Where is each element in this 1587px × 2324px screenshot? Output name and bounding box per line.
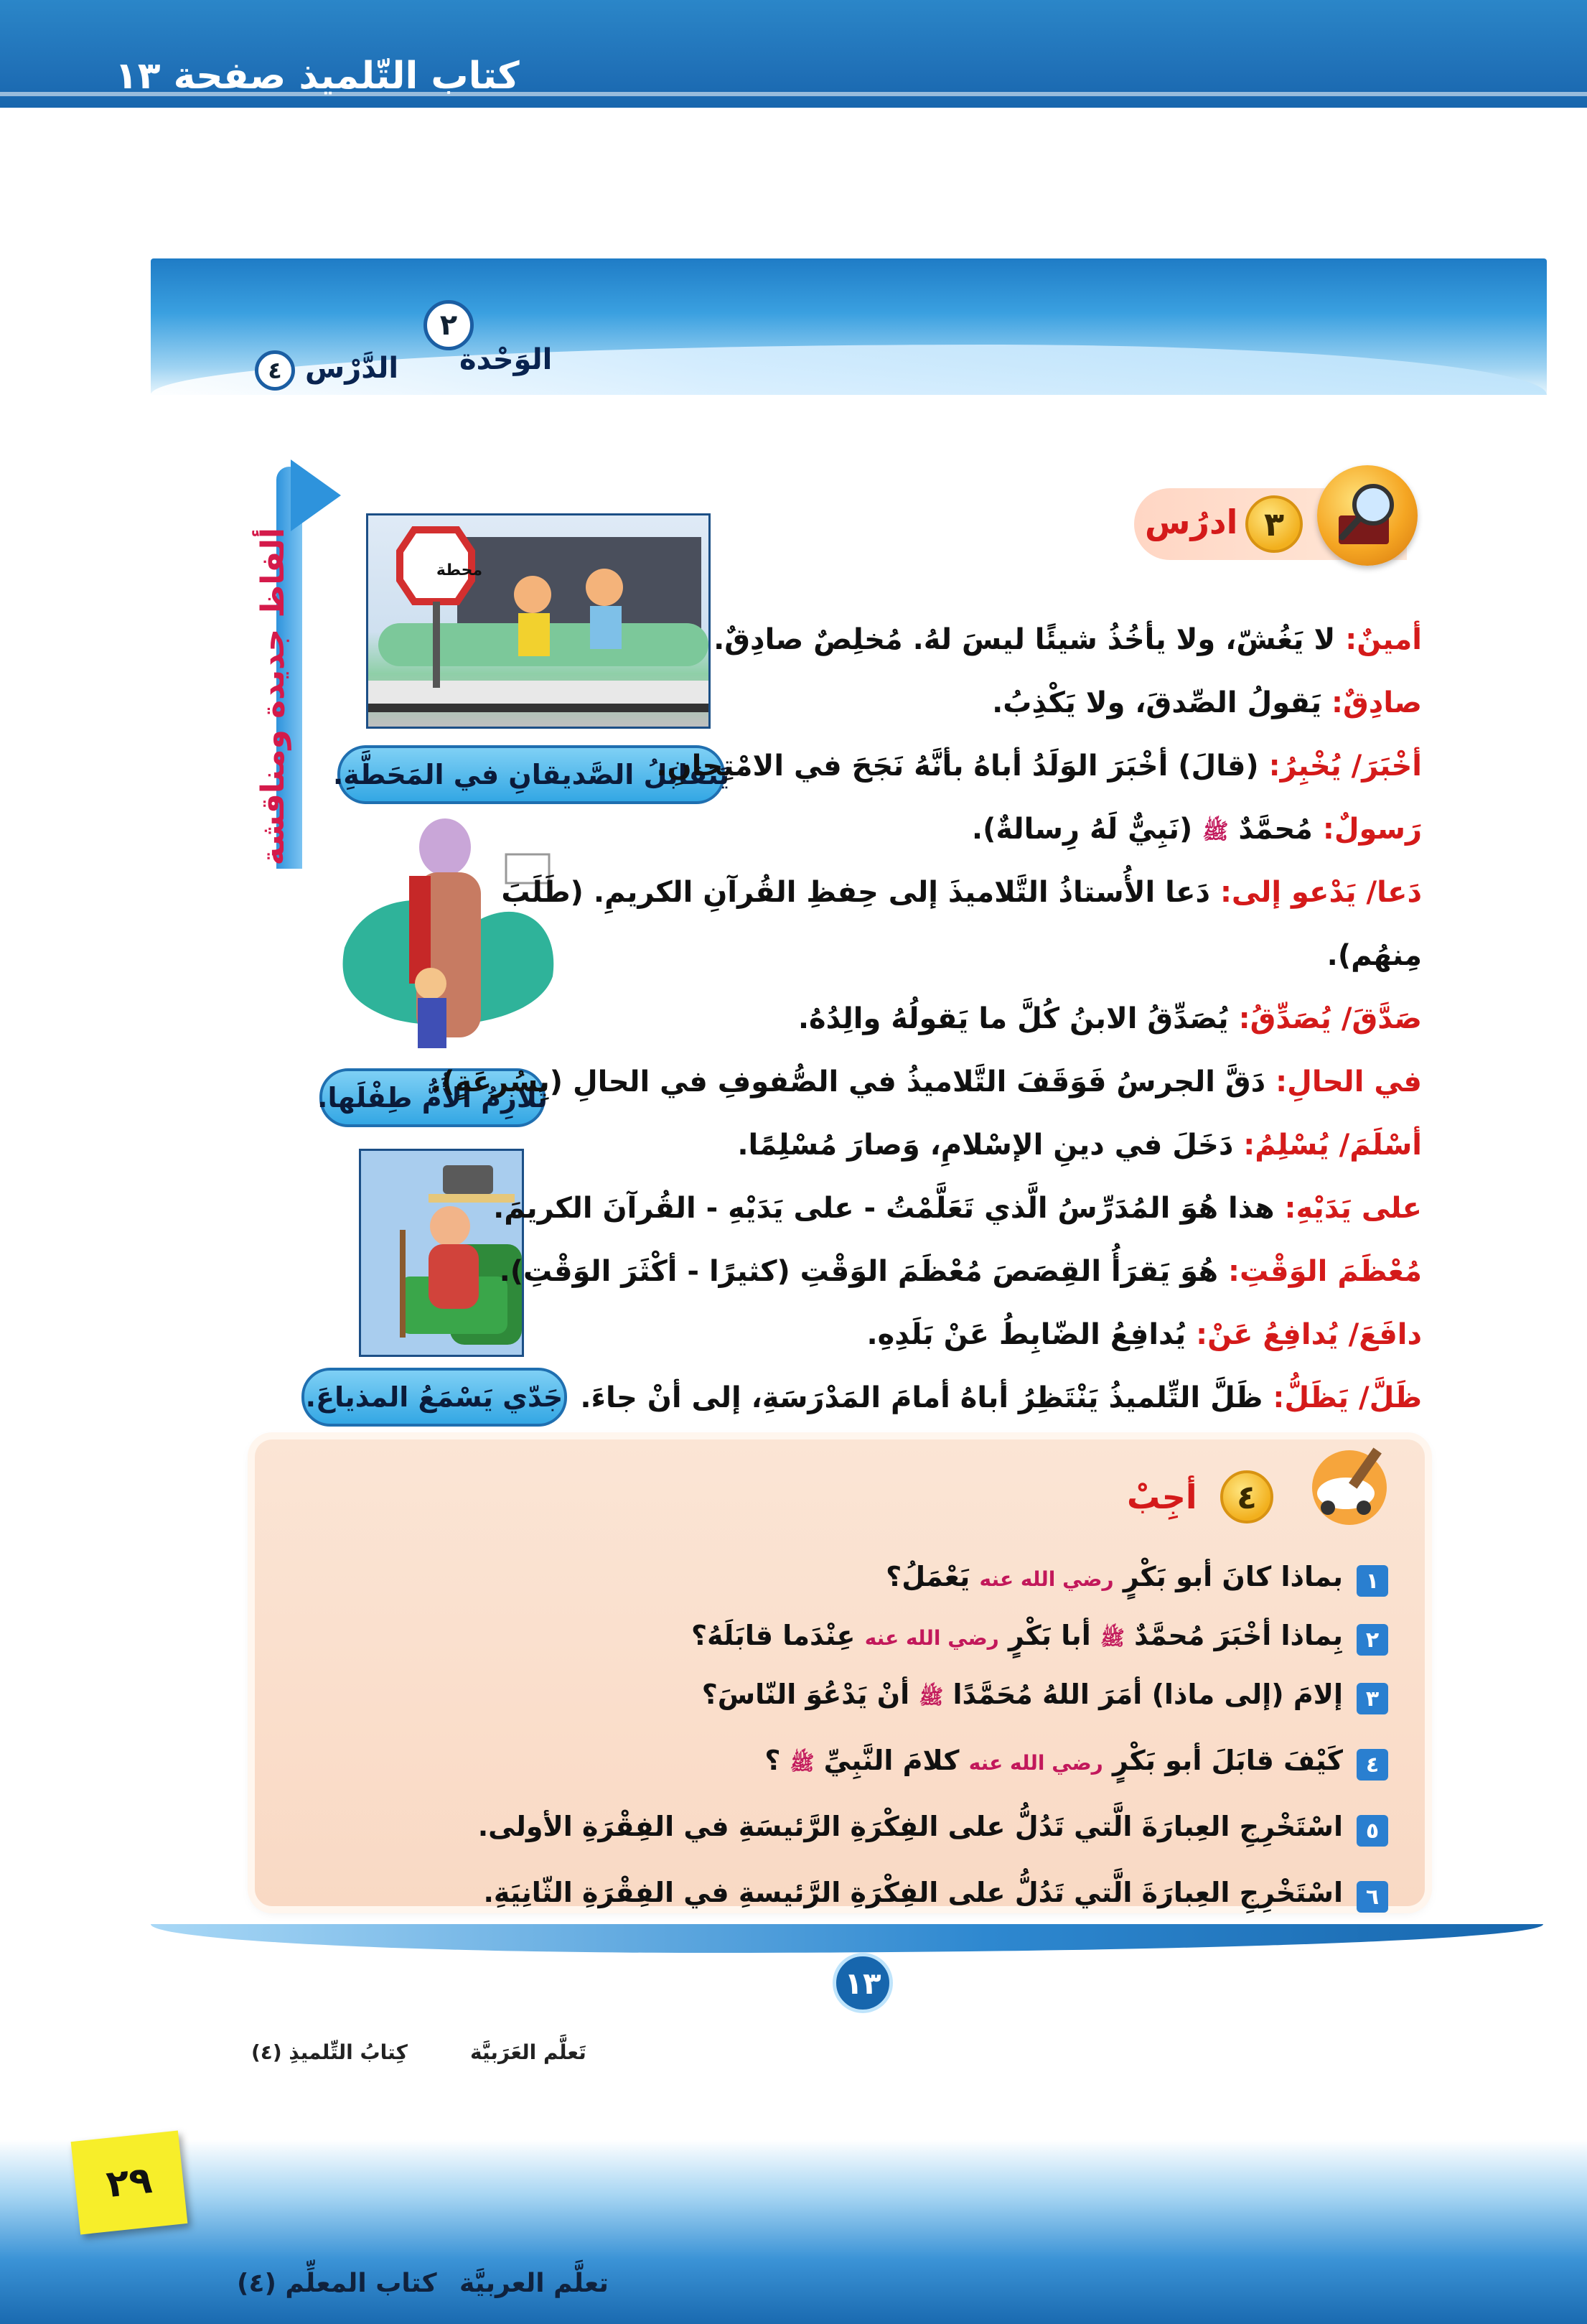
student-page-number: ١٣ [833, 1953, 893, 2013]
vocab-def: يَقولُ الصِّدقَ، ولا يَكْذِبُ. [992, 686, 1322, 719]
question-number: ١ [1357, 1565, 1388, 1597]
section3-title: ادرُس [1145, 503, 1238, 541]
station-sign-text: محطة [436, 561, 483, 579]
section3-number-badge: ٣ [1245, 495, 1303, 553]
honorific-glyph: رضي الله عنه [968, 1751, 1103, 1775]
section4-number-badge: ٤ [1220, 1470, 1273, 1523]
question-text-3: عِنْدَما قابَلَهُ؟ [690, 1620, 856, 1651]
side-arrow-head [291, 459, 341, 531]
vocab-line-5 [501, 876, 1422, 909]
caption-station: يَتَقابَلُ الصَّديقانِ في المَحَطَّةِ. [337, 745, 725, 804]
lesson-label: الدَّرْس [305, 352, 399, 385]
question-text: اسْتَخْرِجِ العِبارَةَ الَّتي تَدُلُّ على الفِكْرَةِ الرَّئيسةِ في الفِقْرَةِ الثّانِيَةِ. [483, 1877, 1343, 1908]
station-illustration [366, 515, 708, 729]
vocab-def: مِنهُم). [1326, 939, 1422, 972]
honorific-glyph-2: رضي الله عنه [864, 1626, 999, 1650]
question-number: ٢ [1357, 1624, 1388, 1656]
vocab-line-7 [431, 1065, 1422, 1098]
question-text: اسْتَخْرِجِ العِبارَةَ الَّتي تَدُلُّ على الفِكْرَةِ الرَّئيسَةِ في الفِقْرَةِ الأولى. [477, 1811, 1343, 1842]
side-label [248, 527, 298, 866]
vocab-term: أسْلَمَ/ يُسْلِمُ: [1243, 1129, 1422, 1162]
side-label-text: ألفاظ جديدة ومناقشة [254, 527, 291, 866]
vocab-def: دَخَلَ في دينِ الإسْلامِ، وَصارَ مُسْلِمًا. [737, 1129, 1234, 1162]
question-text-2: يَعْمَلُ؟ [886, 1561, 970, 1592]
vocab-def: لا يَغُشّ، ولا يأخُذُ شيئًا ليسَ لهُ. مُخلِصٌ صادِقٌ. [713, 623, 1336, 656]
vocab-term: صَدَّقَ/ يُصَدِّقُ: [1238, 1002, 1422, 1035]
vocab-line-11 [866, 1318, 1422, 1351]
mother-child-picture [337, 804, 567, 1070]
vocab-line-9 [493, 1192, 1422, 1225]
vocab-line-3 [656, 750, 1422, 783]
question-text: بماذا كانَ أبو بَكْرٍ [1123, 1561, 1343, 1592]
question-text-2: أنْ يَدْعُوَ النّاسَ؟ [701, 1679, 910, 1710]
grandfather-picture [359, 1149, 524, 1357]
question-4 [764, 1745, 1343, 1780]
vocab-def: هُوَ يَقرَأُ القِصَصَ مُعْظَمَ الوَقْتِ (كثيرًا - أكْثَرَ الوَقْتِ). [499, 1255, 1219, 1288]
car-pencil-icon [1292, 1443, 1400, 1529]
vocab-line-10 [500, 1255, 1422, 1288]
question-number: ٦ [1357, 1881, 1388, 1913]
honorific-glyph: ﷺ [1100, 1626, 1125, 1650]
mother-child-illustration [337, 804, 567, 1070]
lesson-number-badge: ٤ [255, 350, 295, 391]
vocab-line-6 [798, 1002, 1422, 1035]
station-picture [366, 513, 711, 729]
vocab-line-2 [992, 686, 1422, 719]
honorific-glyph: رضي الله عنه [979, 1567, 1114, 1591]
question-text-3: ؟ [764, 1745, 781, 1776]
vocab-term: أخْبَرَ/ يُخْبِرُ: [1268, 750, 1422, 783]
vocab-def: يُصَدِّقُ الابنُ كُلَّ ما يَقولُهُ والِدُهُ. [797, 1002, 1229, 1035]
vocab-term: دافَعَ/ يُدافِعُ عَنْ: [1196, 1318, 1422, 1351]
honorific-glyph-2: ﷺ [790, 1751, 815, 1775]
vocab-term: على يَدَيْهِ: [1284, 1192, 1422, 1225]
question-text-2: أبا بَكْرٍ [1008, 1620, 1091, 1651]
question-number: ٤ [1357, 1749, 1388, 1781]
vocab-term: مُعْظَمَ الوَقْتِ: [1228, 1255, 1422, 1288]
vocab-term: ظَلَّ/ يَظَلُّ: [1273, 1381, 1422, 1414]
question-text: بِماذا أخْبَرَ مُحمَّدٌ [1134, 1620, 1343, 1651]
vocab-term: في الحالِ: [1275, 1065, 1422, 1098]
footer-book-name: تَعلَّم العَرَبيَّة [470, 2040, 586, 2064]
vocab-term: دَعا/ يَدْعو إلى: [1219, 876, 1422, 909]
caption-grandfather: جَدّي يَسْمَعُ المذياعَ. [301, 1368, 567, 1427]
question-6 [483, 1877, 1343, 1908]
page-title: كتاب التّلميذ صفحة ١٣ [115, 55, 520, 98]
honorific-glyph: ﷺ [919, 1685, 944, 1709]
vocab-def-2: (نَبِيٌّ لَهُ رِسالةٌ). [971, 813, 1193, 846]
question-text: إلامَ (إلى ماذا) أمَرَ اللهُ مُحَمَّدًا [952, 1679, 1343, 1710]
vocab-def: ظَلَّ التِّلميذُ يَنْتَظِرُ أباهُ أمامَ المَدْرَسَةِ، إلى أنْ جاءَ. [580, 1381, 1263, 1414]
unit-label: الوَحْدة [459, 343, 553, 376]
magnifier-glyph [1317, 465, 1418, 566]
question-5 [478, 1811, 1343, 1842]
vocab-term: صادِقٌ: [1331, 686, 1422, 719]
vocab-line-4 [972, 813, 1422, 849]
question-1 [886, 1561, 1343, 1592]
unit-number-badge: ٢ [423, 300, 474, 350]
magnifier-book-icon [1317, 465, 1418, 566]
vocab-line-12 [580, 1381, 1422, 1414]
vocab-term: رَسولٌ: [1322, 813, 1422, 846]
teacher-page-number: ٢٩ [71, 2131, 188, 2235]
car-pencil-glyph [1292, 1443, 1400, 1529]
vocab-def: هذا هُوَ المُدَرِّسُ الَّذي تَعَلَّمْتُ - على يَدَيْهِ - القُرآنَ الكريمَ. [493, 1192, 1275, 1225]
caption-mother: تُلازِمُ الأُمُّ طِفْلَها. [319, 1068, 546, 1127]
vocab-def: مُحمَّدٌ [1238, 813, 1313, 846]
question-number: ٣ [1357, 1683, 1388, 1714]
footer-book-part: كِتابُ التِّلميذِ (٤) [251, 2040, 408, 2064]
vocab-line-1 [713, 623, 1422, 656]
grandfather-illustration [359, 1151, 522, 1357]
vocab-def: دَعا الأُستاذُ التَّلاميذَ إلى حِفظِ القُرآنِ الكريمِ. (طَلَبَ [501, 876, 1210, 909]
question-number: ٥ [1357, 1815, 1388, 1847]
vocab-def: دَقَّ الجرسُ فَوَقَفَ التَّلاميذُ في الصُّفوفِ في الحالِ (بِسُرعَةٍ). [431, 1065, 1266, 1098]
question-text: كَيْفَ قابَلَ أبو بَكْرٍ [1112, 1745, 1343, 1776]
question-2 [691, 1620, 1343, 1655]
question-text-2: كلامَ النَّبِيِّ [823, 1745, 960, 1776]
footer-swoosh [151, 1924, 1543, 1953]
vocab-line-8 [737, 1129, 1422, 1162]
pbuh-glyph: ﷺ [1202, 819, 1229, 844]
question-3 [702, 1679, 1343, 1714]
vocab-term: أمينٌ: [1345, 623, 1422, 656]
bottom-book-name: تعلَّم العربيَّة [459, 2269, 609, 2298]
vocab-def: (قالَ) أخْبَرَ الوَلَدُ أباهُ بأنَّهُ نَجَحَ في الامْتِحانِ. [656, 750, 1259, 783]
bottom-book-part: كتاب المعلِّم (٤) [237, 2269, 437, 2298]
section4-title: أجِبْ [1127, 1478, 1197, 1516]
vocab-def: يُدافِعُ الضّابِطُ عَنْ بَلَدِهِ. [866, 1318, 1186, 1351]
vocab-line-5-cont [1327, 939, 1422, 972]
